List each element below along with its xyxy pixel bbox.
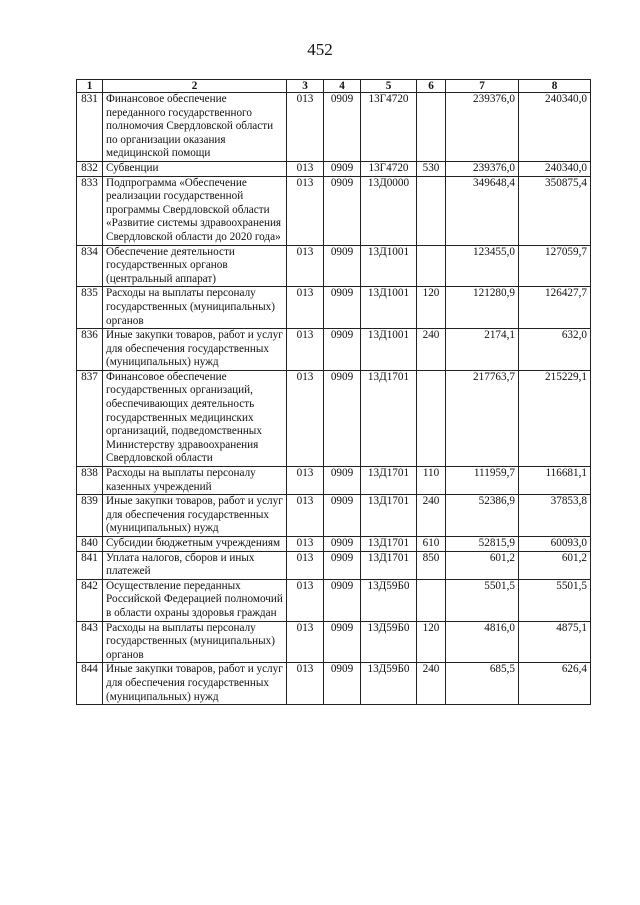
row-description: Расходы на выплаты персоналу государственных (муниципальных) органов bbox=[103, 287, 287, 329]
amount-year-2: 632,0 bbox=[519, 329, 591, 371]
expense-type-code: 530 bbox=[417, 161, 446, 176]
row-number: 838 bbox=[77, 467, 103, 495]
table-row bbox=[77, 537, 591, 552]
row-description: Иные закупки товаров, работ и услуг для обеспечения государственных (муниципальных) нужд bbox=[103, 329, 287, 371]
column-header: 4 bbox=[324, 80, 361, 93]
column-header: 3 bbox=[287, 80, 324, 93]
amount-year-1: 52815,9 bbox=[446, 537, 519, 552]
table-row bbox=[77, 161, 591, 176]
section-code: 0909 bbox=[324, 537, 361, 552]
section-code: 0909 bbox=[324, 495, 361, 537]
row-description: Финансовое обеспечение государственных организаций, обеспечивающих деятельность государственных медицинских организаций, подведомственных Министерству здравоохранения Свердловской области bbox=[103, 370, 287, 466]
amount-year-2: 37853,8 bbox=[519, 495, 591, 537]
table-row bbox=[77, 551, 591, 579]
table-row bbox=[77, 495, 591, 537]
expense-type-code: 120 bbox=[417, 621, 446, 663]
amount-year-2: 215229,1 bbox=[519, 370, 591, 466]
row-number: 837 bbox=[77, 370, 103, 466]
ministry-code: 013 bbox=[287, 467, 324, 495]
section-code: 0909 bbox=[324, 621, 361, 663]
row-description: Субвенции bbox=[103, 161, 287, 176]
section-code: 0909 bbox=[324, 551, 361, 579]
amount-year-2: 240340,0 bbox=[519, 93, 591, 162]
table-body bbox=[77, 93, 591, 705]
table-row bbox=[77, 176, 591, 245]
ministry-code: 013 bbox=[287, 495, 324, 537]
row-number: 842 bbox=[77, 579, 103, 621]
column-header: 7 bbox=[446, 80, 519, 93]
ministry-code: 013 bbox=[287, 176, 324, 245]
target-article-code: 13Д1001 bbox=[361, 329, 417, 371]
target-article-code: 13Д59Б0 bbox=[361, 663, 417, 705]
ministry-code: 013 bbox=[287, 370, 324, 466]
table-row bbox=[77, 663, 591, 705]
target-article-code: 13Д59Б0 bbox=[361, 621, 417, 663]
target-article-code: 13Д1701 bbox=[361, 551, 417, 579]
section-code: 0909 bbox=[324, 370, 361, 466]
amount-year-1: 239376,0 bbox=[446, 93, 519, 162]
amount-year-1: 239376,0 bbox=[446, 161, 519, 176]
column-header: 1 bbox=[77, 80, 103, 93]
amount-year-1: 4816,0 bbox=[446, 621, 519, 663]
table-row bbox=[77, 287, 591, 329]
table-row bbox=[77, 467, 591, 495]
row-description: Иные закупки товаров, работ и услуг для обеспечения государственных (муниципальных) нужд bbox=[103, 495, 287, 537]
row-number: 844 bbox=[77, 663, 103, 705]
amount-year-1: 685,5 bbox=[446, 663, 519, 705]
amount-year-2: 626,4 bbox=[519, 663, 591, 705]
target-article-code: 13Д59Б0 bbox=[361, 579, 417, 621]
row-description: Расходы на выплаты персоналу государственных (муниципальных) органов bbox=[103, 621, 287, 663]
amount-year-1: 217763,7 bbox=[446, 370, 519, 466]
amount-year-2: 126427,7 bbox=[519, 287, 591, 329]
amount-year-1: 123455,0 bbox=[446, 245, 519, 287]
target-article-code: 13Д1701 bbox=[361, 495, 417, 537]
expense-type-code bbox=[417, 93, 446, 162]
target-article-code: 13Г4720 bbox=[361, 161, 417, 176]
row-number: 841 bbox=[77, 551, 103, 579]
table-row bbox=[77, 329, 591, 371]
ministry-code: 013 bbox=[287, 621, 324, 663]
table-row bbox=[77, 579, 591, 621]
target-article-code: 13Д1001 bbox=[361, 287, 417, 329]
ministry-code: 013 bbox=[287, 329, 324, 371]
expense-type-code: 240 bbox=[417, 495, 446, 537]
row-description: Иные закупки товаров, работ и услуг для обеспечения государственных (муниципальных) нужд bbox=[103, 663, 287, 705]
ministry-code: 013 bbox=[287, 579, 324, 621]
row-number: 840 bbox=[77, 537, 103, 552]
amount-year-2: 60093,0 bbox=[519, 537, 591, 552]
row-description: Финансовое обеспечение переданного государственного полномочия Свердловской области по организации оказания медицинской помощи bbox=[103, 93, 287, 162]
ministry-code: 013 bbox=[287, 287, 324, 329]
amount-year-2: 601,2 bbox=[519, 551, 591, 579]
ministry-code: 013 bbox=[287, 93, 324, 162]
column-header: 2 bbox=[103, 80, 287, 93]
column-header: 5 bbox=[361, 80, 417, 93]
row-number: 835 bbox=[77, 287, 103, 329]
expense-type-code: 120 bbox=[417, 287, 446, 329]
expense-type-code bbox=[417, 579, 446, 621]
amount-year-2: 116681,1 bbox=[519, 467, 591, 495]
expense-type-code bbox=[417, 370, 446, 466]
expense-type-code: 240 bbox=[417, 329, 446, 371]
section-code: 0909 bbox=[324, 663, 361, 705]
amount-year-1: 5501,5 bbox=[446, 579, 519, 621]
table-row bbox=[77, 93, 591, 162]
target-article-code: 13Д1701 bbox=[361, 370, 417, 466]
row-number: 839 bbox=[77, 495, 103, 537]
section-code: 0909 bbox=[324, 176, 361, 245]
amount-year-1: 52386,9 bbox=[446, 495, 519, 537]
amount-year-2: 127059,7 bbox=[519, 245, 591, 287]
amount-year-1: 121280,9 bbox=[446, 287, 519, 329]
expense-type-code: 850 bbox=[417, 551, 446, 579]
row-description: Осуществление переданных Российской Федерацией полномочий в области охраны здоровья граждан bbox=[103, 579, 287, 621]
row-description: Уплата налогов, сборов и иных платежей bbox=[103, 551, 287, 579]
column-header: 6 bbox=[417, 80, 446, 93]
row-description: Субсидии бюджетным учреждениям bbox=[103, 537, 287, 552]
row-description: Расходы на выплаты персоналу казенных учреждений bbox=[103, 467, 287, 495]
expense-type-code: 240 bbox=[417, 663, 446, 705]
row-description: Подпрограмма «Обеспечение реализации государственной программы Свердловской области «Развитие системы здравоохранения Свердловской области до 2020 года» bbox=[103, 176, 287, 245]
ministry-code: 013 bbox=[287, 551, 324, 579]
section-code: 0909 bbox=[324, 287, 361, 329]
target-article-code: 13Д1701 bbox=[361, 537, 417, 552]
amount-year-2: 240340,0 bbox=[519, 161, 591, 176]
row-number: 832 bbox=[77, 161, 103, 176]
table-row bbox=[77, 370, 591, 466]
section-code: 0909 bbox=[324, 245, 361, 287]
column-header: 8 bbox=[519, 80, 591, 93]
expense-type-code bbox=[417, 245, 446, 287]
ministry-code: 013 bbox=[287, 245, 324, 287]
section-code: 0909 bbox=[324, 93, 361, 162]
expense-type-code: 610 bbox=[417, 537, 446, 552]
amount-year-2: 5501,5 bbox=[519, 579, 591, 621]
row-number: 843 bbox=[77, 621, 103, 663]
amount-year-1: 349648,4 bbox=[446, 176, 519, 245]
section-code: 0909 bbox=[324, 579, 361, 621]
amount-year-1: 111959,7 bbox=[446, 467, 519, 495]
table-row bbox=[77, 621, 591, 663]
table-header-row bbox=[77, 80, 591, 93]
ministry-code: 013 bbox=[287, 663, 324, 705]
target-article-code: 13Г4720 bbox=[361, 93, 417, 162]
table-row bbox=[77, 245, 591, 287]
row-number: 834 bbox=[77, 245, 103, 287]
page-number: 452 bbox=[307, 40, 333, 59]
expense-type-code bbox=[417, 176, 446, 245]
row-number: 836 bbox=[77, 329, 103, 371]
expense-type-code: 110 bbox=[417, 467, 446, 495]
ministry-code: 013 bbox=[287, 161, 324, 176]
amount-year-1: 601,2 bbox=[446, 551, 519, 579]
target-article-code: 13Д1001 bbox=[361, 245, 417, 287]
row-description: Обеспечение деятельности государственных органов (центральный аппарат) bbox=[103, 245, 287, 287]
section-code: 0909 bbox=[324, 161, 361, 176]
amount-year-2: 350875,4 bbox=[519, 176, 591, 245]
budget-table bbox=[76, 79, 591, 705]
row-number: 833 bbox=[77, 176, 103, 245]
section-code: 0909 bbox=[324, 467, 361, 495]
target-article-code: 13Д1701 bbox=[361, 467, 417, 495]
ministry-code: 013 bbox=[287, 537, 324, 552]
row-number: 831 bbox=[77, 93, 103, 162]
amount-year-2: 4875,1 bbox=[519, 621, 591, 663]
target-article-code: 13Д0000 bbox=[361, 176, 417, 245]
section-code: 0909 bbox=[324, 329, 361, 371]
amount-year-1: 2174,1 bbox=[446, 329, 519, 371]
